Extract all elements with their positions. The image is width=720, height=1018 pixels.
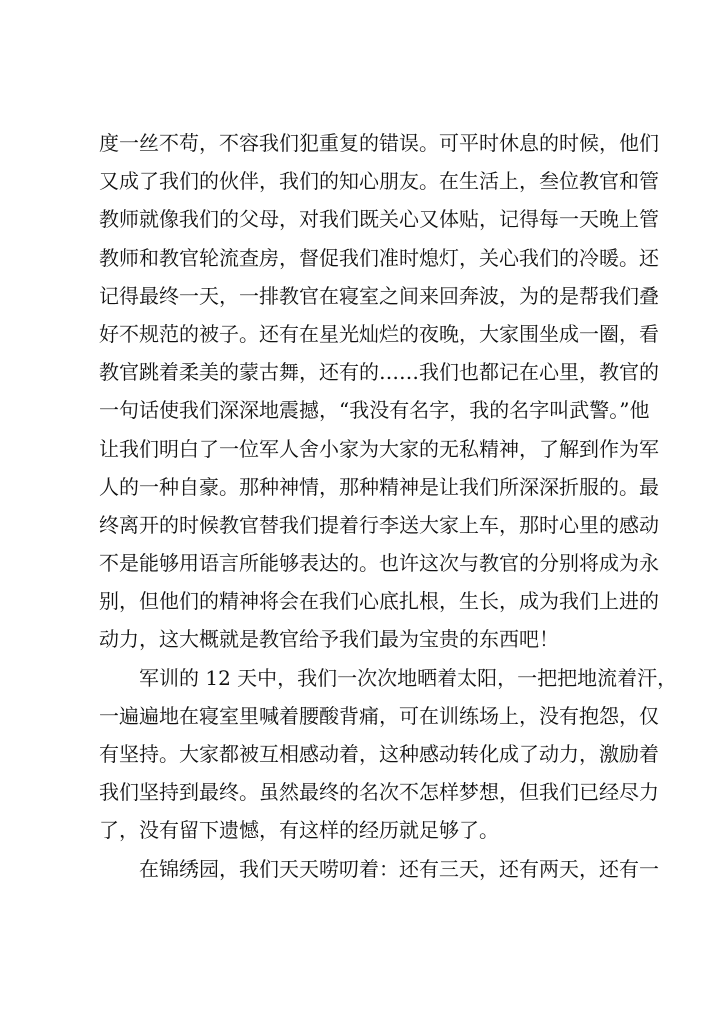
text-line: 我们坚持到最终。虽然最终的名次不怎样梦想，但我们已经尽力 [99, 780, 659, 805]
body-text [99, 124, 678, 888]
text-line: 教官跳着柔美的蒙古舞，还有的……我们也都记在心里，教官的 [99, 360, 659, 385]
text-line: 了，没有留下遗憾，有这样的经历就足够了。 [99, 818, 499, 843]
text-line: 不是能够用语言所能够表达的。也许这次与教官的分别将成为永 [99, 551, 659, 576]
text-line: 教师就像我们的父母，对我们既关心又体贴，记得每一天晚上管 [99, 207, 659, 232]
text-line: 好不规范的被子。还有在星光灿烂的夜晚，大家围坐成一圈，看 [99, 321, 659, 346]
text-line: 教师和教官轮流查房，督促我们准时熄灯，关心我们的冷暖。还 [99, 245, 659, 270]
text-line: 又成了我们的伙伴，我们的知心朋友。在生活上，叁位教官和管 [99, 169, 659, 194]
text-line: 一遍遍地在寝室里喊着腰酸背痛，可在训练场上，没有抱怨，仅 [99, 703, 659, 728]
text-line: 别，但他们的精神将会在我们心底扎根，生长，成为我们上进的 [99, 589, 659, 614]
text-line: 一句话使我们深深地震撼，“我没有名字，我的名字叫武警。”他 [99, 398, 650, 423]
text-line: 军训的 12 天中，我们一次次地晒着太阳，一把把地流着汗， [139, 665, 678, 690]
text-line: 记得最终一天，一排教官在寝室之间来回奔波，为的是帮我们叠 [99, 283, 659, 308]
text-line: 度一丝不苟，不容我们犯重复的错误。可平时休息的时候，他们 [99, 131, 659, 155]
text-line: 在锦绣园，我们天天唠叨着：还有三天，还有两天，还有一 [139, 856, 659, 881]
text-line: 人的一种自豪。那种神情，那种精神是让我们所深深折服的。最 [99, 474, 659, 499]
text-line: 让我们明白了一位军人舍小家为大家的无私精神，了解到作为军 [99, 436, 659, 461]
text-line: 终离开的时候教官替我们提着行李送大家上车，那时心里的感动 [99, 512, 659, 537]
text-line: 动力，这大概就是教官给予我们最为宝贵的东西吧！ [99, 627, 559, 652]
text-line: 有坚持。大家都被互相感动着，这种感动转化成了动力，激励着 [99, 742, 659, 766]
